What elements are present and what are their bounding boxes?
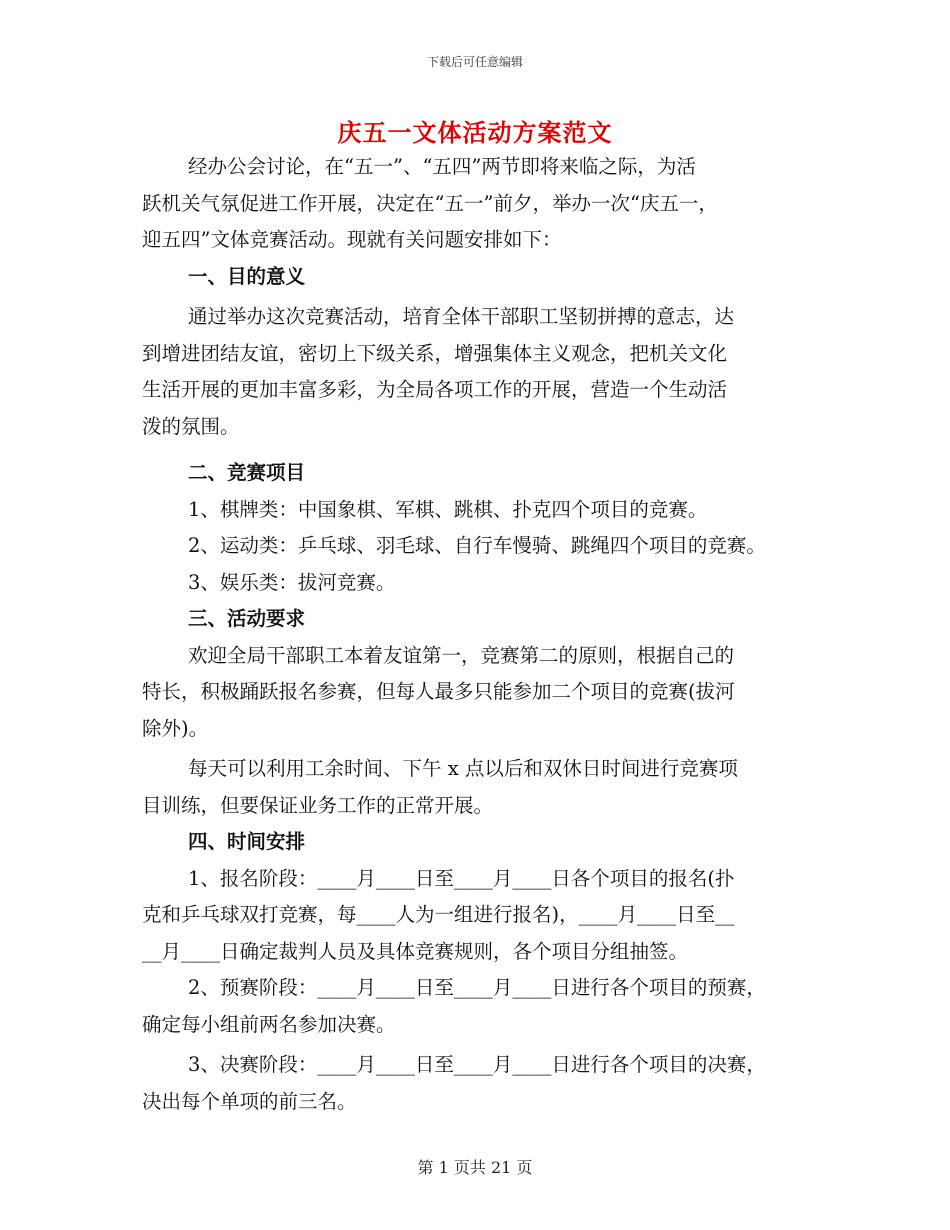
paragraph-line: 1、报名阶段：____月____日至____月____日各个项目的报名(扑 [188, 866, 735, 890]
paragraph-line: 每天可以利用工余时间、下午 x 点以后和双休日时间进行竞赛项 [188, 757, 738, 780]
list-item: 2、运动类：乒乓球、羽毛球、自行车慢骑、跳绳四个项目的竞赛。 [188, 534, 766, 557]
paragraph-line: 2、预赛阶段：____月____日至____月____日进行各个项目的预赛， [188, 976, 766, 999]
intro-line: 经办公会讨论，在“五一”、“五四”两节即将来临之际，为活 [188, 155, 696, 178]
paragraph-line: 生活开展的更加丰富多彩，为全局各项工作的开展，营造一个生动活 [142, 378, 728, 401]
section-heading: 一、目的意义 [188, 264, 306, 288]
document-title: 庆五一文体活动方案范文 [337, 118, 613, 147]
paragraph-line: 特长，积极踊跃报名参赛，但每人最多只能参加二个项目的竞赛(拔河 [142, 680, 735, 703]
list-item: 3、娱乐类：拔河竞赛。 [188, 570, 396, 594]
page-header: 下载后可任意编辑 [426, 55, 523, 69]
paragraph-line: 除外)。 [142, 716, 209, 740]
paragraph-line: 目训练，但要保证业务工作的正常开展。 [142, 793, 494, 817]
list-item: 1、棋牌类：中国象棋、军棋、跳棋、扑克四个项目的竞赛。 [188, 497, 708, 521]
paragraph-line: __月____日确定裁判人员及具体竞赛规则，各个项目分组抽签。 [142, 939, 689, 963]
intro-line: 迎五四”文体竞赛活动。现就有关问题安排如下： [142, 228, 562, 251]
paragraph-line: 通过举办这次竞赛活动，培育全体干部职工坚韧拼搏的意志，达 [188, 305, 735, 328]
intro-line: 跃机关气氛促进工作开展，决定在“五一”前夕，举办一次“庆五一， [142, 191, 718, 215]
paragraph-line: 确定每小组前两名参加决赛。 [142, 1012, 396, 1036]
paragraph-line: 决出每个单项的前三名。 [142, 1089, 357, 1113]
paragraph-line: 到增进团结友谊，密切上下级关系，增强集体主义观念，把机关文化 [142, 341, 728, 365]
document-body [142, 149, 822, 1120]
section-heading: 二、竞赛项目 [188, 461, 306, 484]
paragraph-line: 欢迎全局干部职工本着友谊第一，竞赛第二的原则，根据自己的 [188, 643, 735, 667]
paragraph-line: 3、决赛阶段：____月____日至____月____日进行各个项目的决赛， [188, 1053, 766, 1076]
section-heading: 三、活动要求 [188, 607, 306, 630]
paragraph-line: 泼的氛围。 [142, 414, 240, 438]
paragraph-line: 克和乒乓球双打竞赛，每____人为一组进行报名)，____月____日至__ [142, 903, 735, 926]
page-footer: 第 1 页共 21 页 [417, 1158, 533, 1177]
section-heading: 四、时间安排 [188, 830, 306, 853]
